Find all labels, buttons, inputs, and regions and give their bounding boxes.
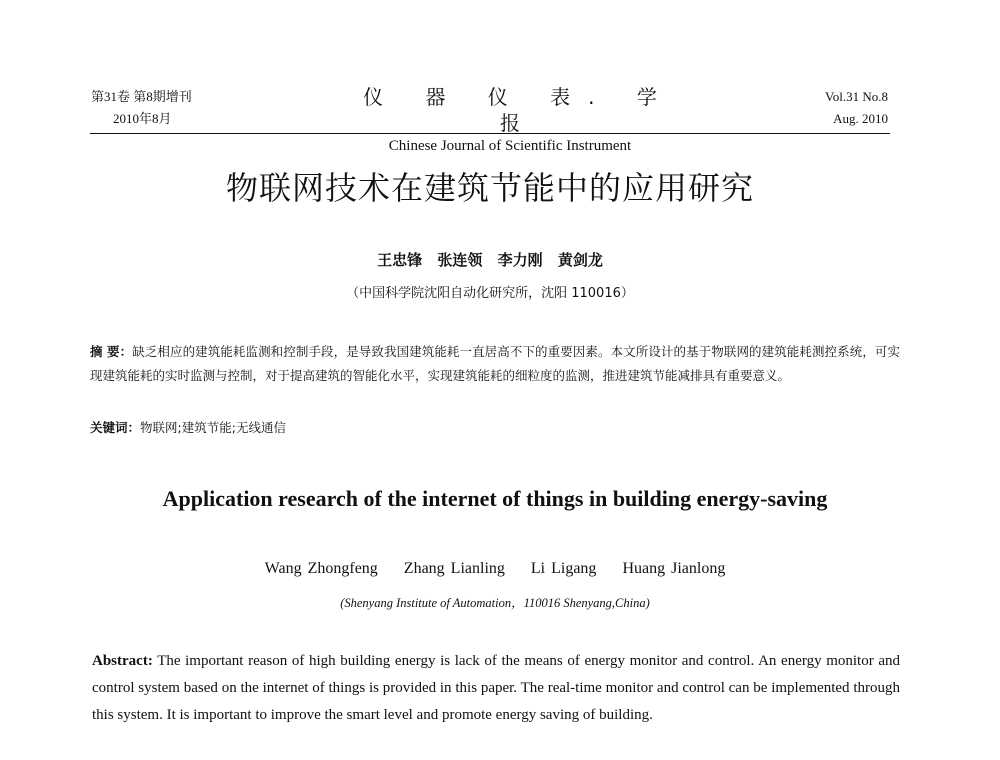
abstract-en <box>92 648 900 729</box>
header-left <box>91 86 291 130</box>
author-en: Li Ligang <box>530 560 597 577</box>
authors-cn <box>90 250 890 270</box>
date-en: Aug. 2010 <box>833 111 888 126</box>
author-cn: 王忠锋 <box>377 251 423 269</box>
keywords-cn-label: 关键词： <box>90 420 141 435</box>
keywords-cn <box>90 418 900 438</box>
header-rule <box>90 133 890 134</box>
author-en: Huang Jianlong <box>622 560 726 577</box>
date-cn: 2010年8月 <box>113 111 172 126</box>
paper-title-cn: 物联网技术在建筑节能中的应用研究 <box>225 169 754 207</box>
affiliation-en: (Shenyang Institute of Automation，110016 Shenyang,China) <box>340 596 650 610</box>
journal-name-en: Chinese Journal of Scientific Instrument <box>388 138 632 154</box>
authors-en <box>90 558 900 580</box>
paper-title-en: Application research of the internet of things in building energy-saving <box>162 486 828 511</box>
author-cn: 李力刚 <box>497 251 543 269</box>
author-cn: 黄剑龙 <box>557 251 603 269</box>
affiliation-cn: （中国科学院沈阳自动化研究所，沈阳 110016） <box>346 286 634 301</box>
abstract-cn <box>90 340 900 388</box>
author-en: Wang Zhongfeng <box>264 560 378 577</box>
author-cn: 张连领 <box>437 251 483 269</box>
abstract-cn-text: 缺乏相应的建筑能耗监测和控制手段，是导致我国建筑能耗一直居高不下的重要因素。本文所设计的基于物联网的建筑能耗测控系统，可实现建筑能耗的实时监测与控制，对于提高建筑的智能化水平，实现建筑能耗的细粒度的监测，推进建筑节能减排具有重要意义。 <box>90 344 900 383</box>
volume-issue-cn: 第31卷 第8期增刊 <box>91 89 192 104</box>
volume-issue-en: Vol.31 No.8 <box>825 89 888 104</box>
keywords-cn-text: 物联网;建筑节能;无线通信 <box>140 420 286 435</box>
abstract-cn-label: 摘 要： <box>90 344 133 359</box>
journal-name-cn: 仪 器 仪 表. 学 报 <box>363 85 675 135</box>
abstract-en-text: The important reason of high building energy is lack of the means of energy monitor and control. An energy monitor and control system based on the internet of things is provided in this paper. The real-time monitor and control can be implemented through this system. It is important to improve the smart level and promote energy saving of building. <box>92 653 900 723</box>
author-en: Zhang Lianling <box>403 560 505 577</box>
abstract-en-label: Abstract: <box>92 653 153 669</box>
header-right <box>688 86 888 130</box>
header-journal <box>340 84 680 156</box>
